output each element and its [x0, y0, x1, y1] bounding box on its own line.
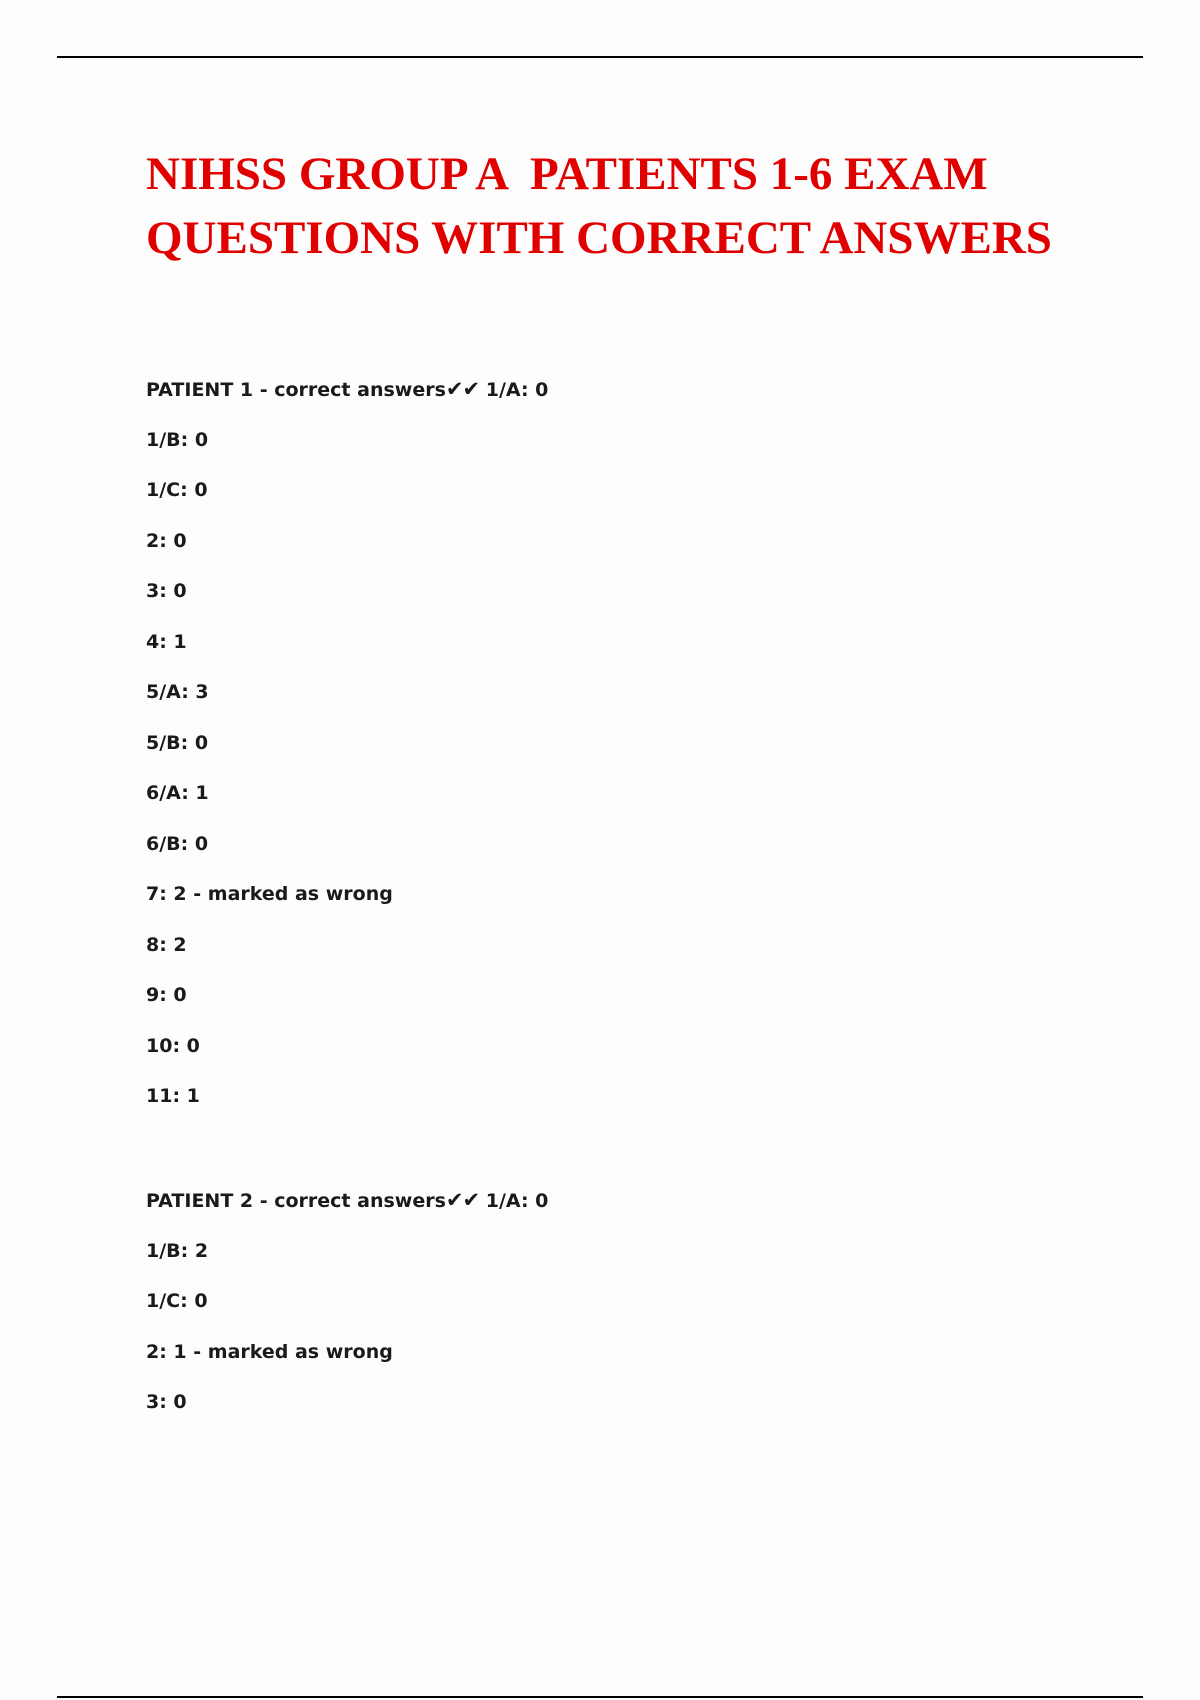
answer-line: 5/A: 3 [146, 681, 209, 703]
answer-line: 1/C: 0 [146, 479, 208, 501]
double-check-icon: ✔✔ [445, 1188, 480, 1212]
answer-line: 1/B: 0 [146, 428, 209, 451]
patient-1-heading [146, 364, 1046, 415]
answer-line-marked-wrong: 2: 1 - marked as wrong [146, 1340, 393, 1363]
patient-heading-first-answer: 1/A: 0 [479, 379, 549, 401]
answer-line: 4: 1 [146, 630, 187, 653]
answer-line: 1/C: 0 [146, 1290, 208, 1312]
title-line-1: NIHSS GROUP A PATIENTS 1-6 EXAM [146, 148, 988, 200]
answer-line-marked-wrong: 7: 2 - marked as wrong [146, 883, 393, 905]
answer-line: 6/A: 1 [146, 782, 209, 804]
footer-rule [57, 1696, 1143, 1698]
answer-line: 2: 0 [146, 529, 187, 552]
patient-2-section [146, 1175, 1046, 1428]
header-rule [57, 56, 1143, 58]
answer-line: 6/B: 0 [146, 832, 209, 855]
answer-line: 8: 2 [146, 933, 187, 956]
title-line-2: QUESTIONS WITH CORRECT ANSWERS [146, 212, 1052, 264]
answer-line: 1/B: 2 [146, 1239, 209, 1262]
patient-1-section [146, 364, 1046, 1122]
answer-line: 3: 0 [146, 580, 187, 602]
document-title [146, 142, 1146, 270]
patient-heading-first-answer: 1/A: 0 [479, 1190, 549, 1212]
double-check-icon: ✔✔ [445, 377, 480, 401]
patient-heading-label: PATIENT 1 - correct answers [146, 379, 446, 401]
patient-2-heading [146, 1175, 1046, 1226]
answer-line: 10: 0 [146, 1034, 200, 1057]
patient-heading-label: PATIENT 2 - correct answers [146, 1190, 446, 1212]
answer-line: 9: 0 [146, 984, 187, 1006]
answer-line: 3: 0 [146, 1391, 187, 1413]
answer-line: 11: 1 [146, 1085, 200, 1107]
answer-line: 5/B: 0 [146, 731, 209, 754]
